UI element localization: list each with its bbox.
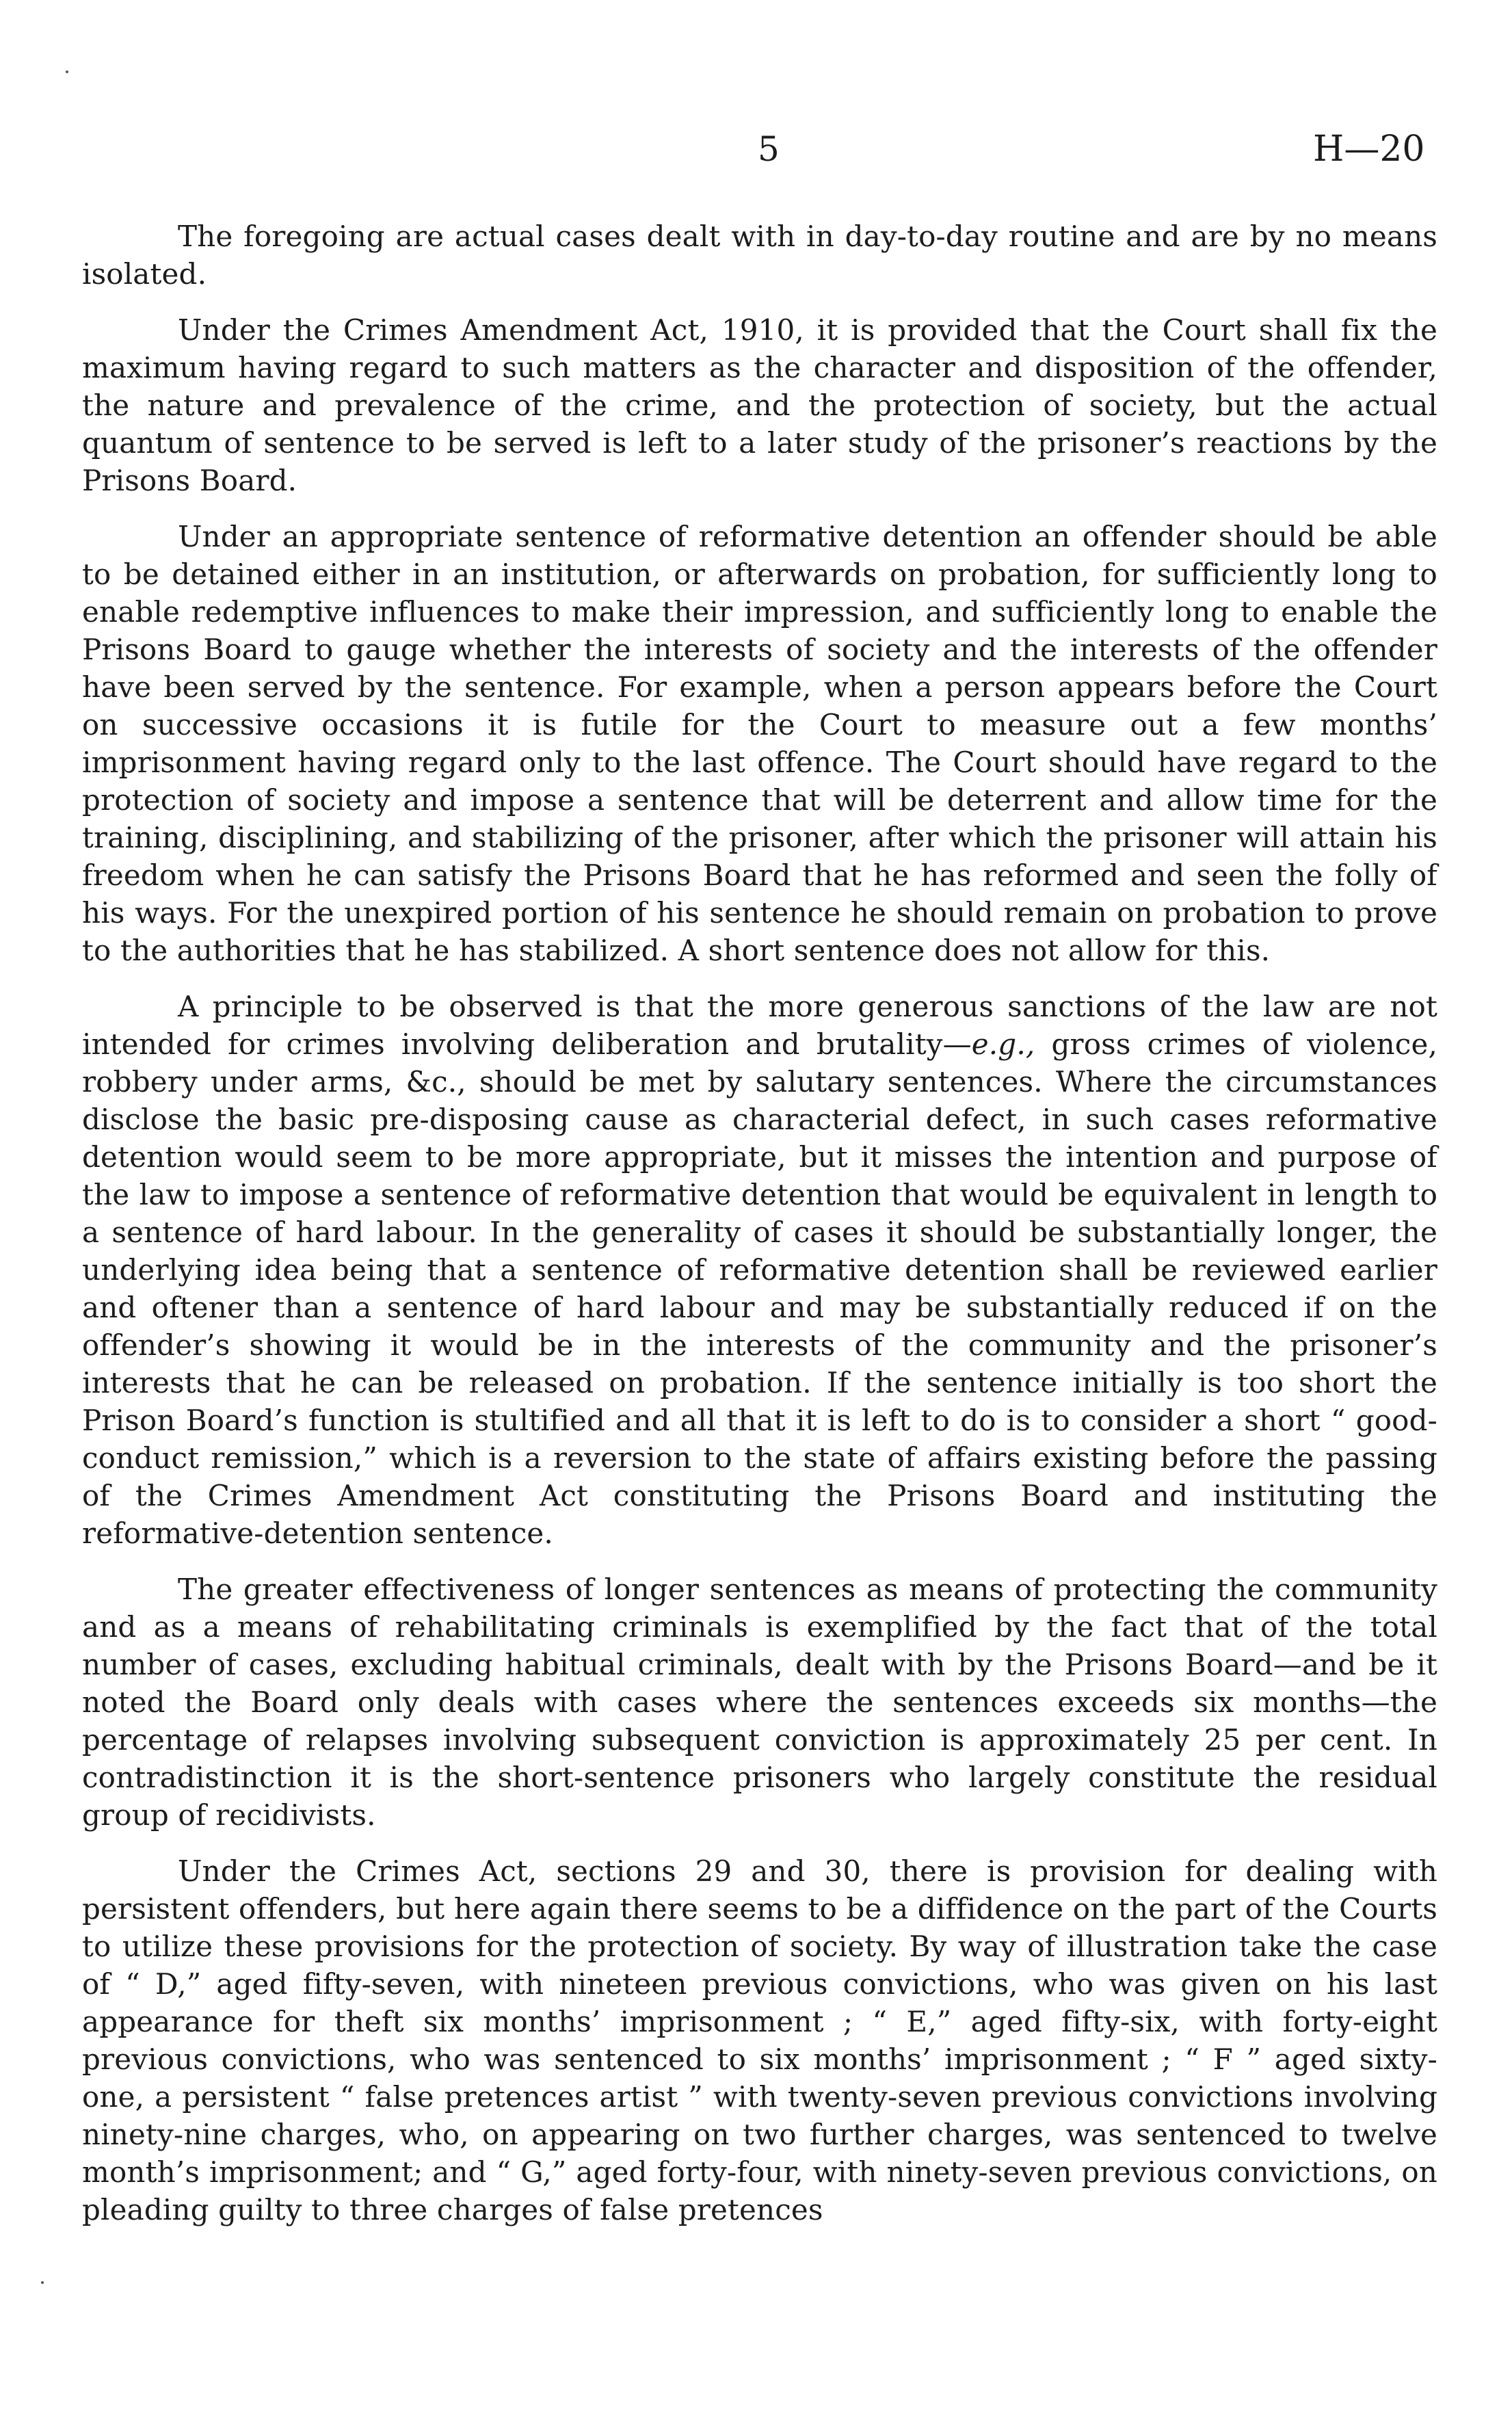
paragraph-principle-text-continued: gross crimes of violence, robbery under arms, &c., should be met by salutary sentences. Where the circumstances disclose the basic pre-disposing cause as characterial defect, in such cases reformative detention would seem to be more appropriate, but it misses the intention and purpose of the law to impose a sentence of reformative detention that would be equivalent in length to a sentence of hard labour. In the generality of cases it should be substantially longer, the underlying idea being that a sentence of reformative detention shall be reviewed earlier and oftener than a sentence of hard labour and may be substantially reduced if on the offender’s showing it would be in the interests of the community and the prisoner’s interests that he can be released on probation. If the sentence initially is too short the Prison Board’s function is stultified and all that it is left to do is to consider a short “ good-conduct remission,” which is a reversion to the state of affairs existing before the passing of the Crimes Amendment Act constituting the Prisons Board and instituting the reformative-detention sentence. bbox=[82, 1027, 1437, 1550]
paragraph-principle bbox=[82, 988, 1437, 1552]
paragraph-foregoing-cases: The foregoing are actual cases dealt with in day-to-day routine and are by no means isolated. bbox=[82, 220, 1437, 291]
body-text bbox=[82, 218, 1437, 2229]
italic-eg: e.g., bbox=[971, 1027, 1035, 1061]
scan-speck bbox=[66, 70, 68, 73]
paragraph-reformative-detention: Under an appropriate sentence of reformative detention an offender should be able to be detained either in an institution, or afterwards on probation, for sufficiently long to enable redemptive influences to make their impression, and sufficiently long to enable the Prisons Board to gauge whether the interests of society and the interests of the offender have been served by the sentence. For example, when a person appears before the Court on successive occasions it is futile for the Court to measure out a few months’ imprisonment having regard only to the last offence. The Court should have regard to the protection of society and impose a sentence that will be deterrent and allow time for the training, disciplining, and stabilizing of the prisoner, after which the prisoner will attain his freedom when he can satisfy the Prisons Board that he has reformed and seen the folly of his ways. For the unexpired portion of his sentence he should remain on probation to prove to the authorities that he has stabilized. A short sentence does not allow for this. bbox=[82, 520, 1437, 967]
paragraph-crimes-amendment-act: Under the Crimes Amendment Act, 1910, it is provided that the Court shall fix the maximum having regard to such matters as the character and disposition of the offender, the nature and prevalence of the crime, and the protection of society, but the actual quantum of sentence to be served is left to a later study of the prisoner’s reactions by the Prisons Board. bbox=[82, 313, 1437, 497]
page-header bbox=[0, 122, 1512, 176]
scan-speck bbox=[41, 2281, 44, 2284]
page-number: 5 bbox=[758, 129, 780, 169]
document-reference: H—20 bbox=[1313, 129, 1425, 170]
paragraph-persistent-offenders: Under the Crimes Act, sections 29 and 30, there is provision for dealing with persistent offenders, but here again there seems to be a diffidence on the part of the Courts to utilize these provisions for the protection of society. By way of illustration take the case of “ D,” aged fifty-seven, with nineteen previous convictions, who was given on his last appearance for theft six months’ imprisonment ; “ E,” aged fifty-six, with forty-eight previous convictions, who was sentenced to six months’ imprisonment ; “ F ” aged sixty-one, a persistent “ false pretences artist ” with twenty-seven previous convictions involving ninety-nine charges, who, on appearing on two further charges, was sentenced to twelve month’s imprisonment; and “ G,” aged forty-four, with ninety-seven previous convictions, on pleading guilty to three charges of false pretences bbox=[82, 1854, 1437, 2226]
paragraph-principle-text: A principle to be observed is that the more generous sanctions of the law are not intended for crimes involving deliberation and brutality— bbox=[82, 990, 1437, 1061]
paragraph-longer-sentences: The greater effectiveness of longer sentences as means of protecting the community and as a means of rehabilitating criminals is exemplified by the fact that of the total number of cases, excluding habitual criminals, dealt with by the Prisons Board—and be it noted the Board only deals with cases where the sentences exceeds six months—the percentage of relapses involving subsequent conviction is approximately 25 per cent. In contradistinction it is the short-sentence prisoners who largely constitute the residual group of recidivists. bbox=[82, 1573, 1437, 1832]
